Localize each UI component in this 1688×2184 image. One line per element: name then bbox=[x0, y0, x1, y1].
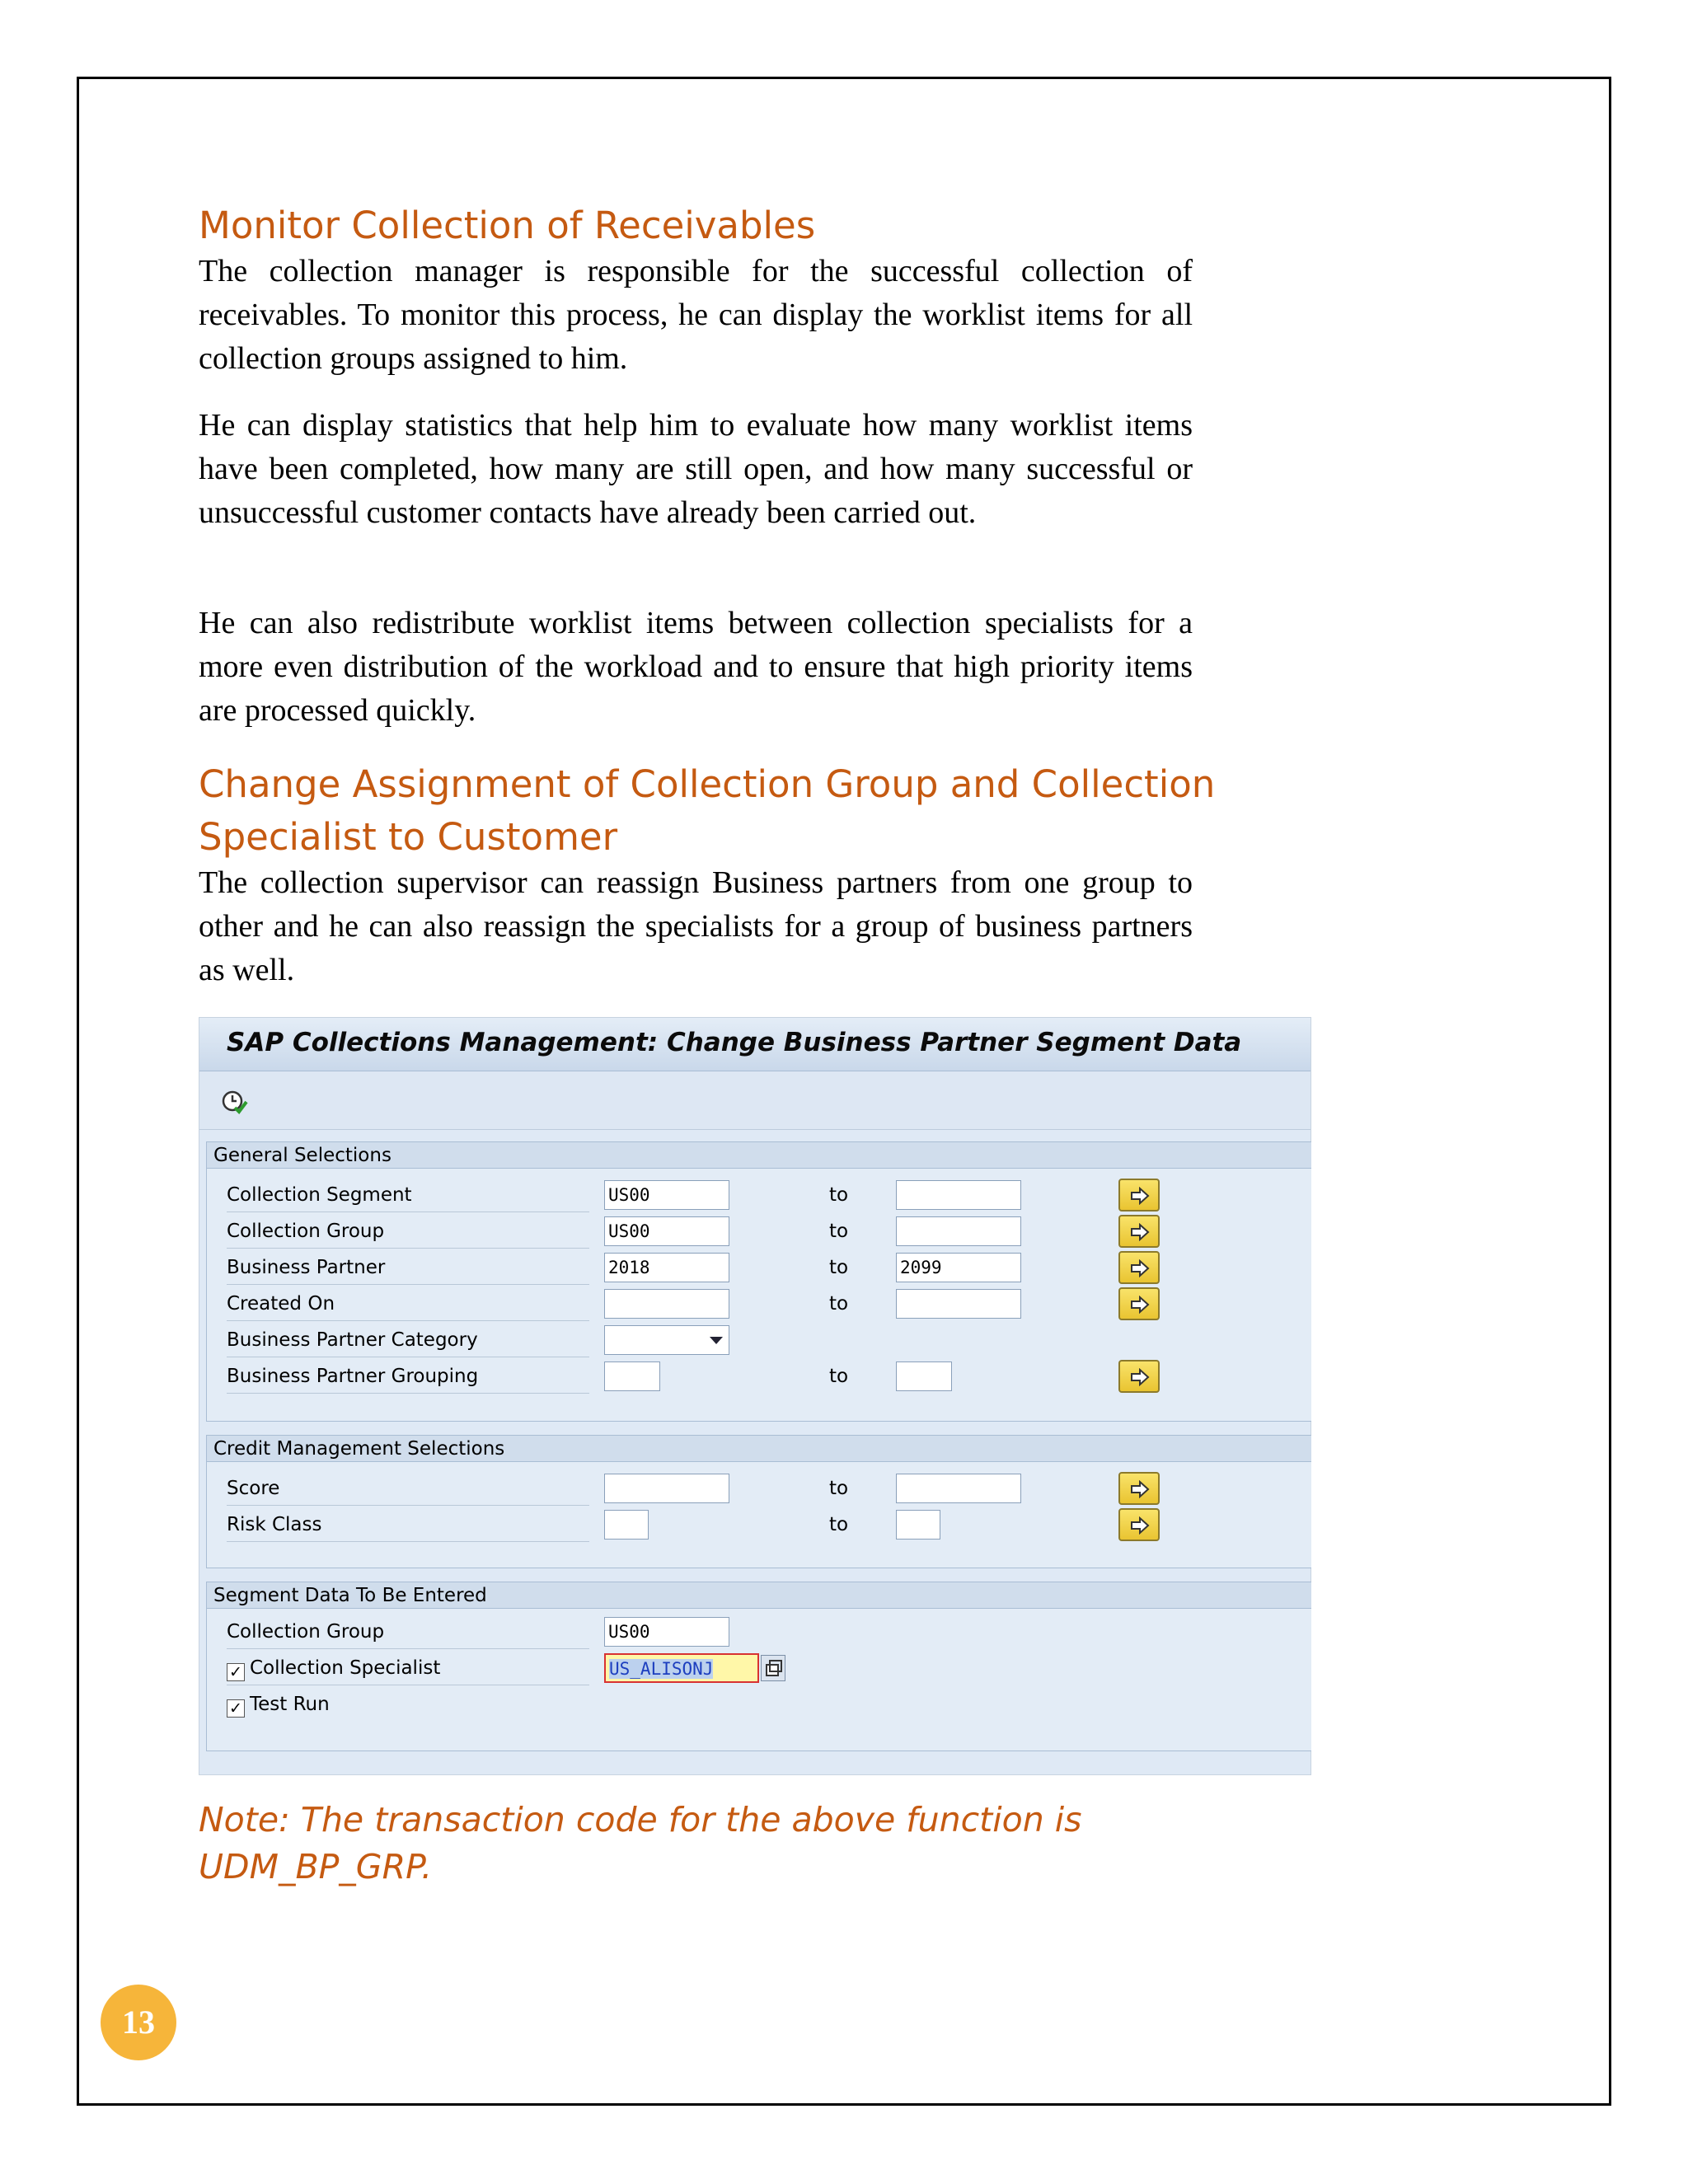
arrow-right-icon bbox=[1130, 1187, 1150, 1205]
section-heading-change-line1: Change Assignment of Collection Group and Collection bbox=[199, 762, 1216, 806]
created-on-from-input[interactable] bbox=[604, 1289, 729, 1319]
execute-icon[interactable] bbox=[220, 1088, 248, 1116]
section-heading-change-line2: Specialist to Customer bbox=[199, 815, 618, 859]
multiple-selection-button[interactable] bbox=[1118, 1472, 1160, 1505]
bp-grouping-label: Business Partner Grouping bbox=[227, 1360, 589, 1394]
test-run-row bbox=[227, 1688, 589, 1721]
arrow-right-icon bbox=[1130, 1259, 1150, 1277]
multiple-selection-button[interactable] bbox=[1118, 1287, 1160, 1320]
business-partner-to-input[interactable]: 2099 bbox=[896, 1253, 1021, 1282]
to-label: to bbox=[829, 1514, 849, 1535]
segment-collection-group-input[interactable]: US00 bbox=[604, 1617, 729, 1647]
sap-title: SAP Collections Management: Change Business Partner Segment Data bbox=[227, 1028, 1242, 1057]
segment-collection-group-label: Collection Group bbox=[227, 1615, 589, 1649]
collection-segment-to-input[interactable] bbox=[896, 1180, 1021, 1210]
collection-specialist-input[interactable] bbox=[604, 1653, 759, 1683]
test-run-checkbox[interactable]: ✓ bbox=[227, 1699, 245, 1718]
segment-data-group bbox=[206, 1582, 1311, 1751]
general-selections-group bbox=[206, 1141, 1311, 1422]
multiple-selection-button[interactable] bbox=[1118, 1508, 1160, 1541]
note-line-1: Note: The transaction code for the above function is bbox=[199, 1800, 1082, 1840]
credit-management-group bbox=[206, 1435, 1311, 1568]
risk-class-from-input[interactable] bbox=[604, 1510, 649, 1540]
bp-grouping-from-input[interactable] bbox=[604, 1361, 660, 1391]
arrow-right-icon bbox=[1130, 1516, 1150, 1535]
sap-screenshot bbox=[199, 1017, 1311, 1775]
arrow-right-icon bbox=[1130, 1296, 1150, 1314]
note-text bbox=[199, 1797, 1105, 1891]
created-on-to-input[interactable] bbox=[896, 1289, 1021, 1319]
collection-group-from-input[interactable]: US00 bbox=[604, 1216, 729, 1246]
sap-title-bar bbox=[199, 1018, 1311, 1071]
risk-class-label: Risk Class bbox=[227, 1508, 589, 1542]
arrow-right-icon bbox=[1130, 1368, 1150, 1386]
arrow-right-icon bbox=[1130, 1480, 1150, 1498]
arrow-right-icon bbox=[1130, 1223, 1150, 1241]
test-run-label: Test Run bbox=[250, 1694, 330, 1715]
segment-data-title: Segment Data To Be Entered bbox=[207, 1582, 1311, 1609]
multiple-selection-button[interactable] bbox=[1118, 1215, 1160, 1248]
paragraph-2: He can display statistics that help him to evaluate how many worklist items have been completed, how many are still open, and how many successful or unsuccessful customer contacts have already been carried out. bbox=[199, 408, 1193, 530]
business-partner-label: Business Partner bbox=[227, 1251, 589, 1285]
collection-specialist-checkbox[interactable]: ✓ bbox=[227, 1663, 245, 1681]
score-to-input[interactable] bbox=[896, 1474, 1021, 1503]
multiple-selection-button[interactable] bbox=[1118, 1360, 1160, 1393]
paragraph-3: He can also redistribute worklist items between collection specialists for a more even distribution of the workload and to ensure that high priority items are processed quickly. bbox=[199, 606, 1193, 728]
section-heading-monitor: Monitor Collection of Receivables bbox=[199, 204, 816, 247]
dropdown-arrow-icon[interactable] bbox=[710, 1337, 723, 1344]
paragraph-4: The collection supervisor can reassign Business partners from one group to other and he can also reassign the specialists for a group of business partners as well. bbox=[199, 865, 1193, 987]
collection-segment-from-input[interactable]: US00 bbox=[604, 1180, 729, 1210]
collection-specialist-label: Collection Specialist bbox=[250, 1657, 441, 1679]
score-from-input[interactable] bbox=[604, 1474, 729, 1503]
credit-management-title: Credit Management Selections bbox=[207, 1436, 1311, 1462]
score-label: Score bbox=[227, 1472, 589, 1506]
to-label: to bbox=[829, 1478, 849, 1499]
to-label: to bbox=[829, 1293, 849, 1315]
bp-grouping-to-input[interactable] bbox=[896, 1361, 952, 1391]
paragraph-1: The collection manager is responsible for the successful collection of receivables. To monitor this process, he can display the worklist items for all collection groups assigned to him. bbox=[199, 254, 1193, 376]
bp-category-label: Business Partner Category bbox=[227, 1324, 589, 1357]
to-label: to bbox=[829, 1221, 849, 1242]
multiple-selection-button[interactable] bbox=[1118, 1251, 1160, 1284]
sap-toolbar bbox=[199, 1071, 1311, 1130]
created-on-label: Created On bbox=[227, 1287, 589, 1321]
to-label: to bbox=[829, 1184, 849, 1206]
risk-class-to-input[interactable] bbox=[896, 1510, 940, 1540]
collection-group-to-input[interactable] bbox=[896, 1216, 1021, 1246]
general-selections-title: General Selections bbox=[207, 1142, 1311, 1169]
business-partner-from-input[interactable]: 2018 bbox=[604, 1253, 729, 1282]
collection-specialist-value: US_ALISONJ bbox=[609, 1659, 714, 1679]
to-label: to bbox=[829, 1366, 849, 1387]
collection-specialist-row bbox=[227, 1652, 589, 1685]
multiple-selection-button[interactable] bbox=[1118, 1179, 1160, 1212]
collection-segment-label: Collection Segment bbox=[227, 1179, 589, 1212]
note-line-2: UDM_BP_GRP. bbox=[199, 1847, 433, 1886]
value-help-icon[interactable] bbox=[761, 1655, 785, 1681]
collection-group-label: Collection Group bbox=[227, 1215, 589, 1249]
to-label: to bbox=[829, 1257, 849, 1278]
page-number-badge: 13 bbox=[101, 1985, 176, 2060]
